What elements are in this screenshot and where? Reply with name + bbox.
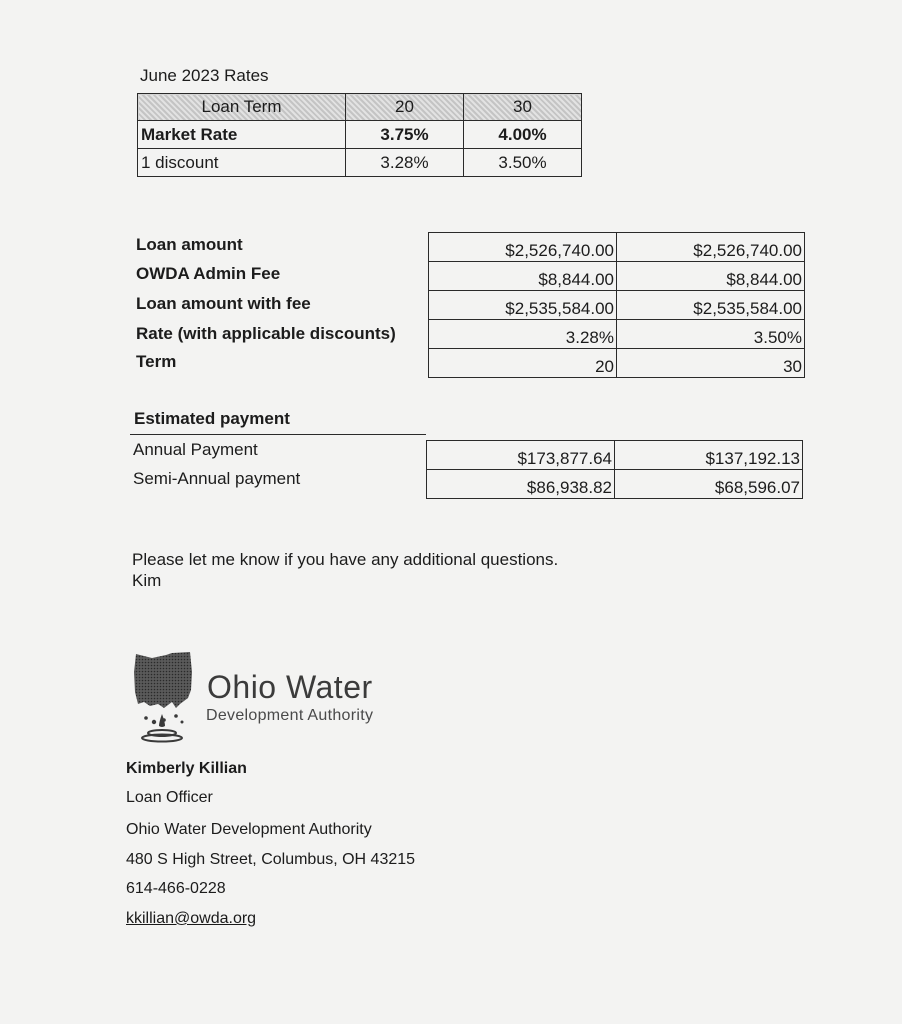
rates-header-row [138, 94, 582, 121]
table-row [427, 470, 803, 499]
table-row [429, 291, 805, 320]
term-20: 20 [429, 349, 617, 378]
rates-row-label: 1 discount [138, 149, 346, 177]
term-label: Term [136, 352, 177, 371]
semi-annual-payment-20: $86,938.82 [427, 470, 615, 499]
table-row [427, 441, 803, 470]
rates-row-discount [138, 149, 582, 177]
annual-payment-label: Annual Payment [133, 440, 258, 459]
rate-label: Rate (with applicable discounts) [136, 324, 396, 343]
semi-annual-payment-30: $68,596.07 [615, 470, 803, 499]
closing-message: Please let me know if you have any additional questions. [132, 550, 559, 569]
rates-row-market [138, 121, 582, 149]
signature-phone: 614-466-0228 [126, 880, 226, 897]
rate-30: 3.50% [617, 320, 805, 349]
loan-with-fee-30: $2,535,584.00 [617, 291, 805, 320]
signature-email-link[interactable]: kkillian@owda.org [126, 910, 257, 927]
table-row [429, 349, 805, 378]
loan-amount-label: Loan amount [136, 235, 243, 254]
annual-payment-30: $137,192.13 [615, 441, 803, 470]
rates-header-loan-term: Loan Term [138, 94, 346, 121]
admin-fee-20: $8,844.00 [429, 262, 617, 291]
loan-amount-20: $2,526,740.00 [429, 233, 617, 262]
rate-20: 3.28% [429, 320, 617, 349]
ohio-state-logo-icon [132, 652, 196, 749]
signature-name: Kimberly Killian [126, 760, 247, 777]
rates-cell-30: 3.50% [464, 149, 582, 177]
signature-address: 480 S High Street, Columbus, OH 43215 [126, 851, 416, 868]
term-30: 30 [617, 349, 805, 378]
rates-cell-20: 3.28% [346, 149, 464, 177]
logo-name: Ohio Water [207, 669, 373, 705]
loan-with-fee-20: $2,535,584.00 [429, 291, 617, 320]
table-row [429, 320, 805, 349]
estimated-payment-title: Estimated payment [134, 409, 290, 428]
admin-fee-30: $8,844.00 [617, 262, 805, 291]
table-row [429, 262, 805, 291]
rates-header-30: 30 [464, 94, 582, 121]
semi-annual-payment-label: Semi-Annual payment [133, 469, 301, 488]
logo-subtitle: Development Authority [206, 707, 374, 724]
loan-values-table [428, 232, 805, 378]
rates-row-label: Market Rate [138, 121, 346, 149]
rates-title: June 2023 Rates [140, 66, 269, 85]
rates-cell-20: 3.75% [346, 121, 464, 149]
annual-payment-20: $173,877.64 [427, 441, 615, 470]
admin-fee-label: OWDA Admin Fee [136, 264, 281, 283]
rates-cell-30: 4.00% [464, 121, 582, 149]
payment-values-table [426, 440, 803, 499]
loan-with-fee-label: Loan amount with fee [136, 294, 311, 313]
table-row [429, 233, 805, 262]
rates-header-20: 20 [346, 94, 464, 121]
signature-title: Loan Officer [126, 789, 213, 806]
signature-org: Ohio Water Development Authority [126, 821, 372, 838]
loan-amount-30: $2,526,740.00 [617, 233, 805, 262]
divider [130, 434, 426, 435]
closing-name: Kim [132, 571, 162, 590]
rates-table [137, 93, 582, 177]
